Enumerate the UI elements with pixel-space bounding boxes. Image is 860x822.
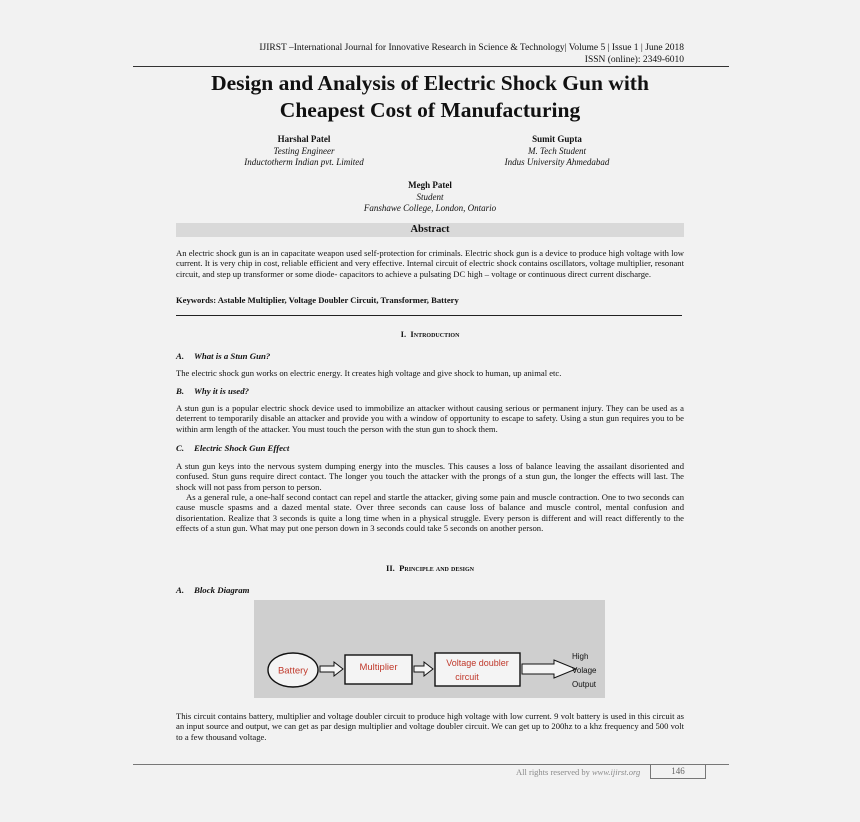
- subsection-heading-block-diagram: [176, 585, 249, 595]
- subsection-number: C.: [176, 443, 185, 453]
- author-role: Testing Engineer: [273, 145, 335, 156]
- subsection-title: Why it is used?: [194, 386, 249, 396]
- paragraph-stun-gun: The electric shock gun works on electric energy. It creates high voltage and give shock to human, up animal etc.: [176, 368, 562, 378]
- paragraph-why-used: A stun gun is a popular electric shock device used to immobilize an attacker without causing serious or permanent injury. They can be used as a deterrent to temporarily disable an attacker and provide you with a window of opportunity to escape to safety. Using a stun gun requires you to be within arm length of the attacker. You must touch the person with the stun gun to shock them.: [176, 403, 684, 434]
- title-line-1: Design and Analysis of Electric Shock Gun with: [211, 71, 649, 95]
- arrow-1-icon: [320, 662, 343, 676]
- output-label-voltage: Volage: [572, 666, 597, 675]
- author-name: Megh Patel: [408, 180, 452, 190]
- author-2: [457, 134, 657, 169]
- title-line-2: Cheapest Cost of Manufacturing: [279, 98, 581, 122]
- subsection-number: A.: [176, 585, 185, 595]
- subsection-title: Electric Shock Gun Effect: [194, 443, 290, 453]
- keywords: Keywords: Astable Multiplier, Voltage Doubler Circuit, Transformer, Battery: [176, 295, 459, 305]
- paragraph-effect-2: As a general rule, a one-half second contact can repel and startle the attacker, giving some pain and muscle contraction. One to two seconds can cause muscle spasms and a dazed mental state. Over three seconds can cause loss of balance and muscle control, mental confusion and disorientation. Realize that 3 seconds is quite a long time when in a physical struggle. Every person is different and will react differently to the effects of a stun gun. What may put one person down in 3 seconds could take 5 seconds on another person.: [176, 492, 684, 534]
- section-title: Introduction: [410, 329, 460, 339]
- paragraph-block-diagram: This circuit contains battery, multiplier and voltage doubler circuit to produce high voltage with low current. 9 volt battery is used in this circuit as an input source and output, we can get as par design multiplier and voltage doubler circuit. We can get up to 200hz to a khz frequency and 500 volt to a few thousand voltage.: [176, 711, 684, 742]
- page-number: 146: [650, 764, 706, 779]
- voltage-doubler-label-1: Voltage doubler: [446, 658, 509, 668]
- author-affiliation: Indus University Ahmedabad: [504, 157, 610, 167]
- author-affiliation: Inductotherm Indian pvt. Limited: [244, 157, 364, 167]
- subsection-number: A.: [176, 351, 185, 361]
- abstract-heading: Abstract: [176, 223, 684, 237]
- battery-label: Battery: [277, 665, 309, 677]
- output-arrow-icon: [522, 660, 576, 678]
- section-heading-principle: [176, 563, 684, 573]
- section-heading-introduction: [176, 329, 684, 339]
- journal-header: IJIRST –International Journal for Innovative Research in Science & Technology| Volume 5 | Issue 1 | June 2018: [259, 43, 684, 53]
- header-rule: [133, 66, 729, 67]
- block-diagram-figure: [254, 600, 605, 698]
- footer-rule: [133, 764, 729, 765]
- author-3: [330, 180, 530, 215]
- paper-title: [150, 70, 710, 124]
- abstract-text: An electric shock gun is an in capacitate weapon used self-protection for criminals. Electric shock gun is a device to produce high voltage with low current. It is very chip in cost, reliable efficient and very effective. Internal circuit of electric shock contains oscillators, voltage multiplier, resonant circuit, and step up transformer or some diode- capacitors to achieve a pulsating DC high – voltage or continuous direct current discharge.: [176, 248, 684, 279]
- abstract-rule: [176, 315, 682, 316]
- footer-url-link[interactable]: www.ijirst.org: [592, 767, 641, 777]
- section-number: I.: [400, 329, 407, 339]
- section-number: II.: [385, 563, 395, 573]
- output-label-output: Output: [572, 680, 597, 689]
- output-label-high: High: [572, 652, 589, 661]
- subsection-heading-effect: [176, 443, 289, 453]
- block-diagram-svg: [254, 600, 605, 698]
- author-name: Sumit Gupta: [532, 134, 582, 144]
- subsection-title: Block Diagram: [194, 585, 250, 595]
- author-role: Student: [416, 191, 444, 202]
- author-name: Harshal Patel: [277, 134, 331, 144]
- subsection-number: B.: [176, 386, 185, 396]
- subsection-heading-stun-gun: [176, 351, 270, 361]
- subsection-heading-why-used: [176, 386, 249, 396]
- multiplier-label: Multiplier: [359, 662, 398, 673]
- author-role: M. Tech Student: [528, 145, 586, 156]
- author-1: [204, 134, 404, 169]
- author-affiliation: Fanshawe College, London, Ontario: [363, 203, 497, 213]
- subsection-title: What is a Stun Gun?: [194, 351, 271, 361]
- arrow-2-icon: [414, 662, 433, 676]
- voltage-doubler-label-2: circuit: [455, 672, 479, 682]
- footer-rights: [516, 767, 640, 777]
- section-title: Principle and design: [399, 563, 475, 573]
- paragraph-effect-1: A stun gun keys into the nervous system dumping energy into the muscles. This causes a loss of balance leaving the assailant disoriented and confused. Stun guns require direct contact. The longer you touch the attacker with the prongs of a stun gun, the longer the effects will last. The shock will not pass from person to person.: [176, 461, 684, 492]
- issn-line: ISSN (online): 2349-6010: [584, 55, 684, 65]
- rights-text: All rights reserved by: [516, 767, 593, 777]
